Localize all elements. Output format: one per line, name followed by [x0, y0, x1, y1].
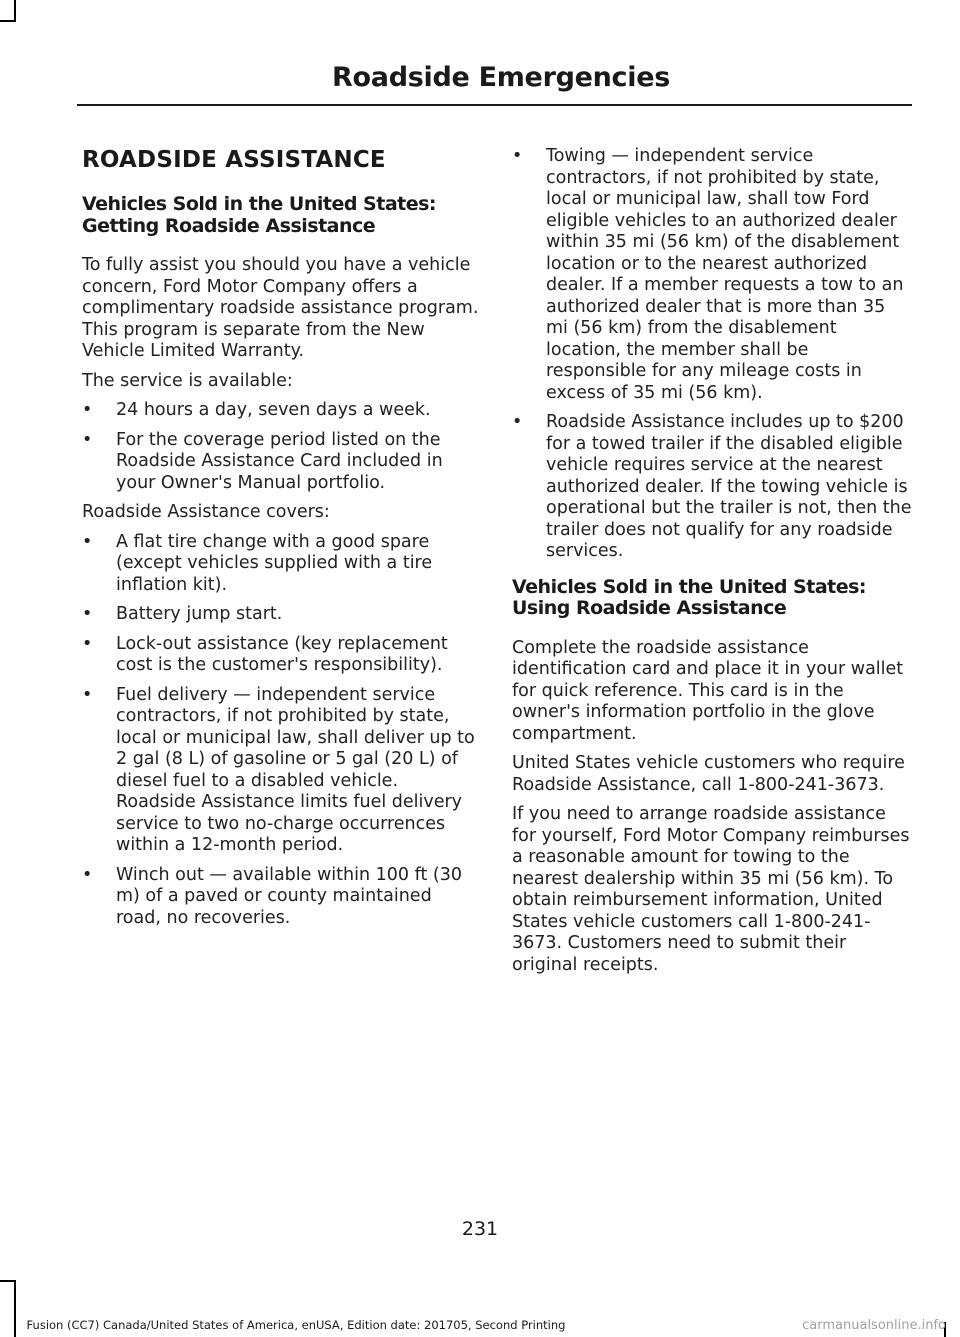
list-item: • Lock-out assistance (key replacement cost is the customer's responsibility). — [82, 633, 448, 675]
list-item: • Fuel delivery — independent service contractors, if not prohibited by state, local or municipal law, shall deliver up to 2 gal (8 L) of gasoline or 5 gal (20 L) of diesel fuel to a disabled vehicle. Roadside Assistance limits fuel delivery service to two no-charge occurrences within a 12-month period. — [82, 684, 475, 855]
list-item: • Battery jump start. — [82, 604, 283, 624]
paragraph: Complete the roadside assistance identification card and place it in your wallet for quick reference. This card is in the owner's information portfolio in the glove compartment. — [512, 637, 904, 744]
paragraph: United States vehicle customers who require Roadside Assistance, call 1-800-241-3673. — [512, 753, 905, 795]
list-item: • Towing — independent service contractors, if not prohibited by state, local or municipal law, shall tow Ford eligible vehicles to an authorized dealer within 35 mi (56 km) of the disablement location or to the nearest authorized dealer. If a member requests a tow to an authorized dealer that is more than 35 mi (56 km) from the disablement location, the member shall be responsible for any mileage costs in excess of 35 mi (56 km). — [512, 146, 904, 403]
paragraph: If you need to arrange roadside assistance for yourself, Ford Motor Company reimburses a reasonable amount for towing to the nearest dealership within 35 mi (56 km). To obtain reimbursement information, United States vehicle customers call 1-800-241-3673. Customers need to submit their original receipts. — [512, 804, 910, 975]
bullet-icon: • — [512, 412, 523, 432]
available-label: The service is available: — [82, 370, 293, 391]
covers-list — [82, 532, 482, 930]
covers-label: Roadside Assistance covers: — [82, 502, 330, 522]
intro-paragraph: To fully assist you should you have a vehicle concern, Ford Motor Company offers a complimentary roadside assistance program. This program is separate from the New Vehicle Limited Warranty. — [82, 255, 479, 361]
list-item: • Roadside Assistance includes up to $200 for a towed trailer if the disabled eligible vehicle requires service at the nearest authorized dealer. If the towing vehicle is operational but the trailer is not, then the trailer does not qualify for any roadside services. — [512, 412, 912, 561]
watermark: carmanualsonline.info — [802, 1318, 946, 1333]
section-heading: ROADSIDE ASSISTANCE — [82, 147, 386, 173]
list-item: • 24 hours a day, seven days a week. — [82, 400, 431, 420]
covers-list-continued — [512, 146, 912, 563]
footer-edition-text: Fusion (CC7) Canada/United States of America, enUSA, Edition date: 201705, Second Printing — [26, 1318, 566, 1332]
bullet-icon: • — [512, 146, 523, 166]
crop-mark-top-left-h — [0, 20, 16, 22]
page-header-title: Roadside Emergencies — [332, 62, 670, 93]
list-item: • A flat tire change with a good spare (except vehicles supplied with a tire inflation kit). — [82, 531, 433, 595]
bullet-icon: • — [82, 633, 93, 654]
crop-mark-top-left — [14, 0, 16, 20]
bullet-icon: • — [82, 400, 93, 420]
left-column — [82, 146, 482, 937]
list-item: • For the coverage period listed on the Roadside Assistance Card included in your Owner's Manual portfolio. — [82, 429, 443, 493]
list-item: • Winch out — available within 100 ft (30 m) of a paved or county maintained road, no recoveries. — [82, 864, 462, 928]
crop-mark-bottom-left-h — [0, 1280, 16, 1282]
header-rule — [77, 104, 912, 106]
bullet-icon: • — [82, 604, 93, 624]
bullet-icon: • — [82, 429, 93, 450]
bullet-icon: • — [82, 684, 93, 705]
right-column — [512, 146, 912, 984]
available-list — [82, 400, 482, 494]
sub-heading-getting: Vehicles Sold in the United States: Getting Roadside Assistance — [82, 193, 437, 237]
page-number: 231 — [461, 1218, 499, 1240]
bullet-icon: • — [82, 864, 93, 885]
sub-heading-using: Vehicles Sold in the United States: Using Roadside Assistance — [512, 575, 867, 619]
bullet-icon: • — [82, 531, 93, 552]
